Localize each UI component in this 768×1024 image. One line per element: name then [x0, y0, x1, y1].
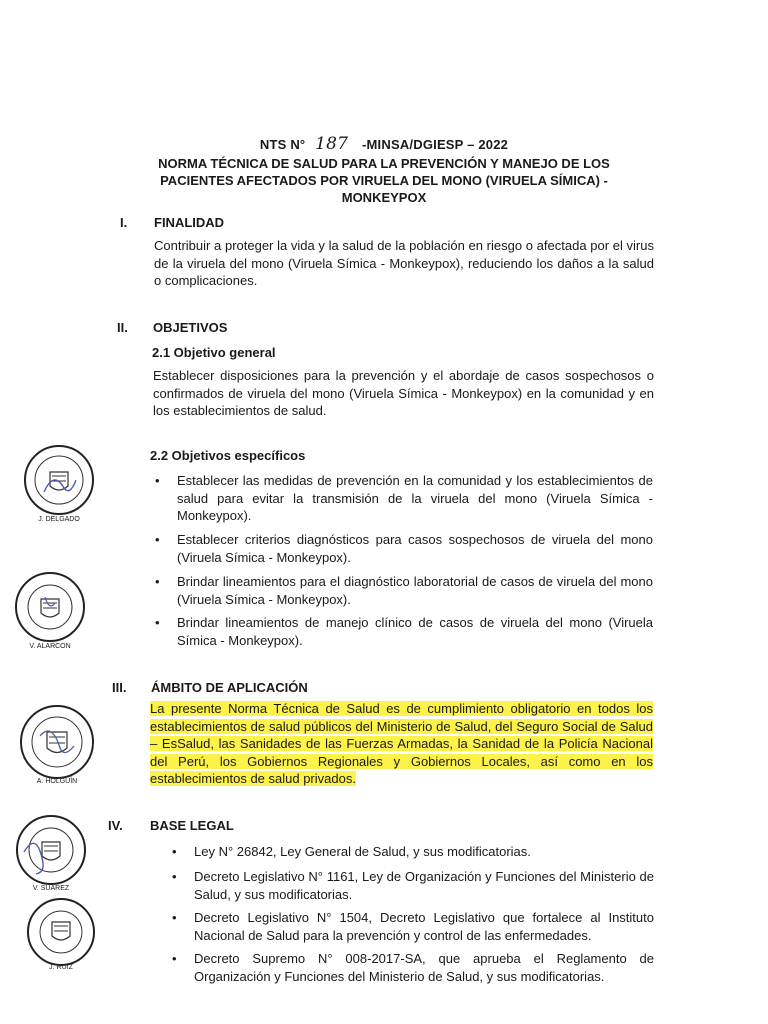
highlighted-text: La presente Norma Técnica de Salud es de cumplimiento obligatorio en todos los establecimientos de salud públicos del Ministerio de Salud, del Seguro Social de Salud – EsSalud, las Sanidades de las Fuerzas Armadas, la Sanidad de la Policía Nacional del Perú, los Gobiernos Regionales y Gobiernos Locales, así como en los establecimientos de salud privados. — [150, 701, 653, 786]
seal-icon — [16, 894, 106, 970]
objetivo-general-title: 2.1 Objetivo general — [152, 345, 276, 360]
bullet-icon: • — [155, 574, 160, 589]
stamp-suarez — [6, 812, 96, 898]
document-title: NORMA TÉCNICA DE SALUD PARA LA PREVENCIÓN Y MANEJO DE LOS PACIENTES AFECTADOS POR VIRUELA DEL MONO (VIRUELA SÍMICA) - MONKEYPOX — [158, 156, 610, 205]
code-prefix: NTS N° — [259, 137, 306, 152]
stamp-name: A. HOLGUÍN — [36, 778, 78, 785]
objetivo-general-text: Establecer disposiciones para la prevención y el abordaje de casos sospechosos o confirmados de viruela del mono (Viruela Símica - Monkeypox) en la comunidad y en los establecimientos de salud. — [153, 368, 654, 418]
section-title-base-legal: BASE LEGAL — [150, 818, 234, 833]
section-title-objetivos: OBJETIVOS — [153, 320, 228, 335]
document-code — [0, 134, 768, 154]
finalidad-text: Contribuir a proteger la vida y la salud de la población en riesgo o afectada por el virus de la viruela del mono (Viruela Símica - Monkeypox), reduciendo los daños a la salud o complicaciones. — [154, 238, 654, 288]
seal-icon — [14, 440, 104, 520]
section-number-finalidad: I. — [120, 215, 128, 230]
stamp-holguin — [12, 702, 102, 792]
code-suffix: -MINSA/DGIESP – 2022 — [362, 137, 509, 152]
list-item: • Ley N° 26842, Ley General de Salud, y sus modificatorias. — [172, 844, 531, 859]
list-item: • Decreto Legislativo N° 1504, Decreto Legislativo que fortalece al Instituto Nacional de Salud para la prevención y control de las enfermedades. — [172, 910, 654, 943]
seal-icon — [6, 812, 96, 888]
list-item: • Decreto Legislativo N° 1161, Ley de Organización y Funciones del Ministerio de Salud, y sus modificatorias. — [172, 869, 654, 902]
list-item: • Establecer criterios diagnósticos para casos sospechosos de viruela del mono (Viruela Símica - Monkeypox). — [155, 532, 653, 565]
seal-icon — [5, 567, 95, 647]
section-title-finalidad: FINALIDAD — [154, 215, 225, 230]
stamp-name: V. ALARCON — [29, 643, 71, 650]
bullet-icon: • — [155, 615, 160, 630]
bullet-icon: • — [172, 951, 177, 966]
list-item: • Brindar lineamientos de manejo clínico de casos de viruela del mono (Viruela Símica - Monkeypox). — [155, 615, 653, 648]
bullet-icon: • — [172, 910, 177, 925]
list-item: • Brindar lineamientos para el diagnóstico laboratorial de casos de viruela del mono (Viruela Símica - Monkeypox). — [155, 574, 653, 607]
stamp-name: V. SUÁREZ — [32, 885, 70, 892]
bullet-icon: • — [172, 869, 177, 884]
list-item: • Decreto Supremo N° 008-2017-SA, que aprueba el Reglamento de Organización y Funciones del Ministerio de Salud, y sus modificatorias. — [172, 951, 654, 984]
stamp-ruiz — [16, 894, 106, 980]
bullet-icon: • — [172, 844, 177, 859]
bullet-icon: • — [155, 473, 160, 488]
stamp-delgado — [14, 440, 104, 530]
stamp-name: J. DELGADO — [38, 516, 80, 523]
section-number-ambito: III. — [112, 680, 127, 695]
stamp-alarcon — [5, 567, 95, 657]
ambito-text — [150, 700, 653, 788]
seal-icon — [12, 702, 102, 782]
stamp-name: J. RUIZ — [49, 964, 73, 971]
section-number-base-legal: IV. — [108, 818, 123, 833]
list-item: • Establecer las medidas de prevención en la comunidad y los establecimientos de salud para evitar la transmisión de la viruela del mono (Viruela Símica - Monkeypox). — [155, 473, 653, 523]
section-number-objetivos: II. — [117, 320, 128, 335]
bullet-icon: • — [155, 532, 160, 547]
section-title-ambito: ÁMBITO DE APLICACIÓN — [151, 680, 308, 695]
code-number: 187 — [315, 134, 349, 154]
objetivos-especificos-title: 2.2 Objetivos específicos — [150, 448, 306, 463]
